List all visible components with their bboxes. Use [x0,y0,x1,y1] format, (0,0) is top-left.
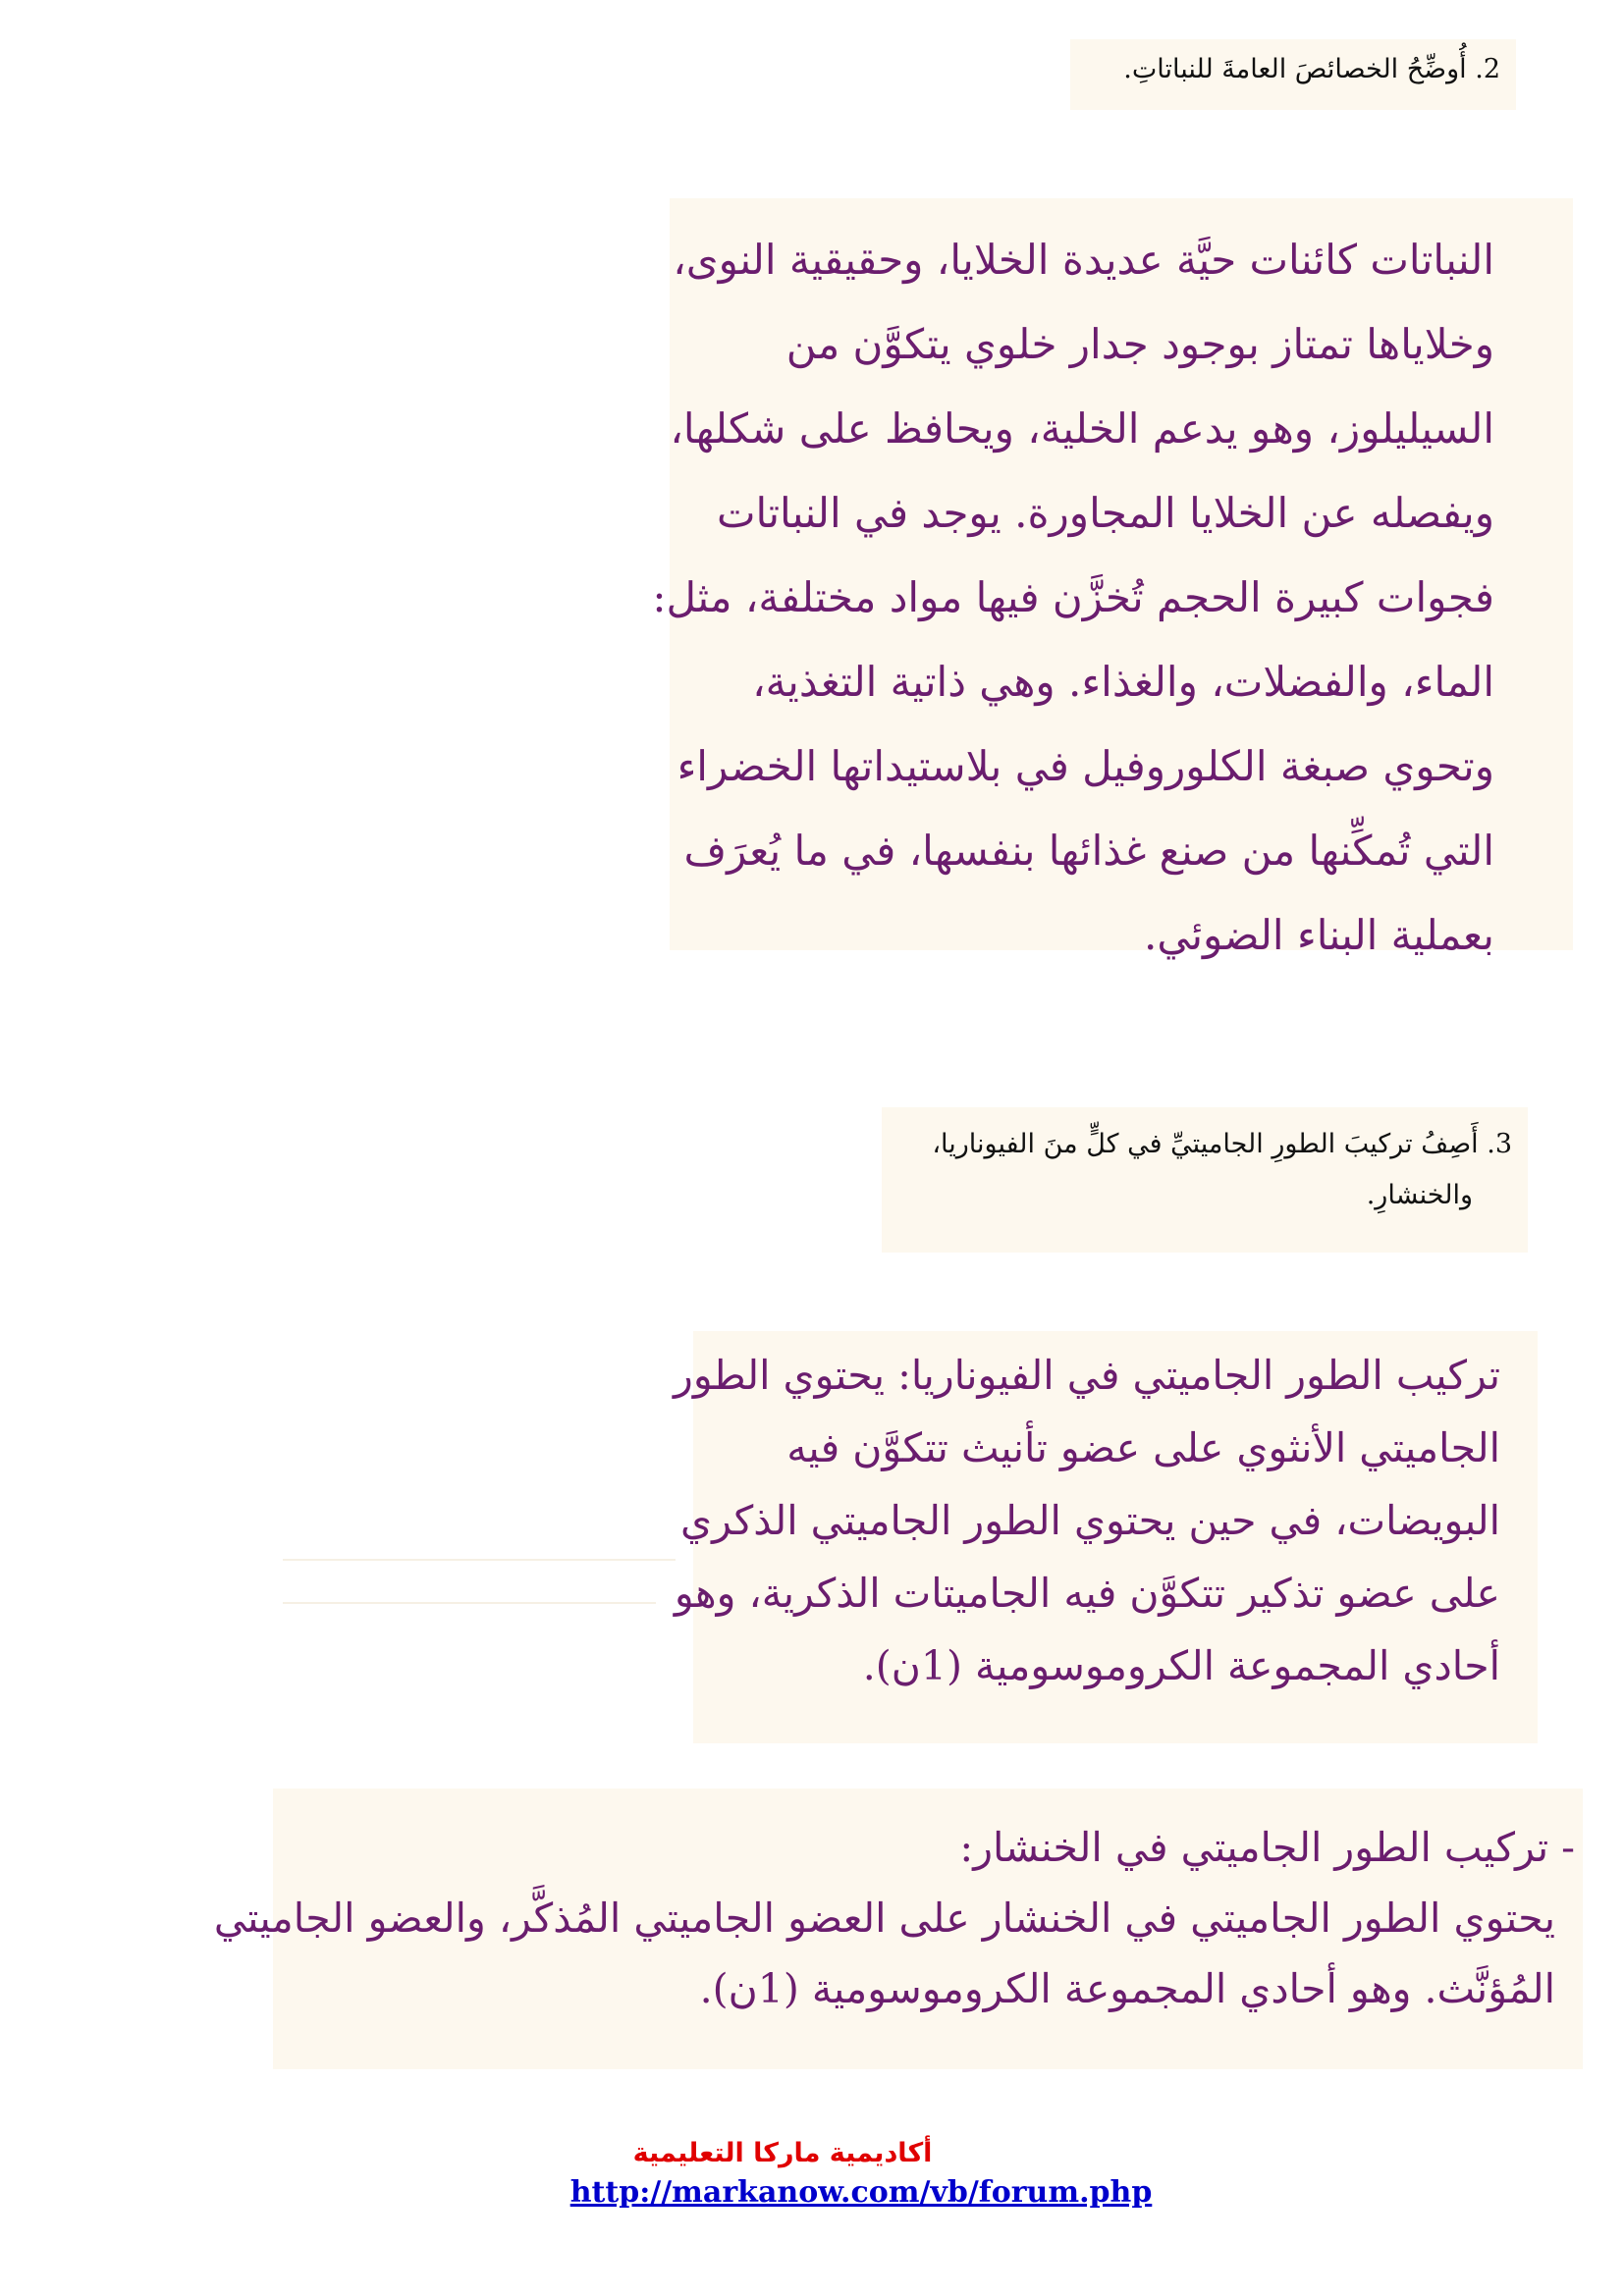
question-3-line: والخنشارِ. [1366,1180,1473,1210]
answer-2-line: فجوات كبيرة الحجم تُخزَّن فيها مواد مختلفة، مثل: [652,573,1494,621]
footer-link[interactable]: http://markanow.com/vb/forum.php [569,2175,1153,2210]
answer-3-line: على عضو تذكير تتكوَّن فيه الجاميتات الذكرية، وهو [674,1570,1500,1617]
question-2-box [1070,39,1516,110]
question-3-box [882,1107,1528,1253]
answer-2-line: وتحوي صبغة الكلوروفيل في بلاستيداتها الخضراء [677,742,1494,790]
answer-3-line: البويضات، في حين يحتوي الطور الجاميتي الذكري [680,1497,1500,1544]
answer-2-box [652,198,1573,959]
answer-3-box [674,1331,1538,1743]
answer-4-box [213,1789,1583,2069]
question-2-text: 2. أُوضِّحُ الخصائصَ العامةَ للنباتاتِ. [1123,54,1500,84]
answer-2-line: التي تُمكِّنها من صنع غذائها بنفسها، في ما يُعرَف [683,827,1494,875]
answer-3-line: الجاميتي الأنثوي على عضو تأنيث تتكوَّن فيه [786,1424,1500,1471]
answer-2-line: وخلاياها تمتاز بوجود جدار خلوي يتكوَّن من [785,320,1494,368]
divider [283,1559,676,1561]
answer-2-line: ويفصله عن الخلايا المجاورة. يوجد في النباتات [716,489,1494,537]
answer-2-line: السيليلوز، وهو يدعم الخلية، ويحافظ على شكلها، [670,404,1494,453]
answer-2-line: الماء، والفضلات، والغذاء. وهي ذاتية التغذية، [752,658,1494,706]
answer-3-line: تركيب الطور الجاميتي في الفيوناريا: يحتوي الطور [674,1352,1500,1399]
answer-2-line: النباتات كائنات حيَّة عديدة الخلايا، وحقيقية النوى، [673,236,1494,284]
answer-3-line: أحادي المجموعة الكروموسومية (1ن). [862,1642,1500,1689]
answer-4-line: يحتوي الطور الجاميتي في الخنشار على العضو الجاميتي المُذكَّر، والعضو الجاميتي [213,1895,1555,1942]
answer-4-line: المُؤنَّث. وهو أحادي المجموعة الكروموسومية (1ن). [699,1965,1555,2012]
answer-2-line: بعملية البناء الضوئي. [1143,911,1494,959]
footer-title: أكاديمية ماركا التعليمية [632,2138,933,2168]
question-3-line: 3. أَصِفُ تركيبَ الطورِ الجاميتيِّ في كلٍّ منَ الفيوناريا، [932,1129,1512,1159]
answer-4-line: - تركيب الطور الجاميتي في الخنشار: [959,1824,1575,1871]
divider [283,1602,656,1604]
